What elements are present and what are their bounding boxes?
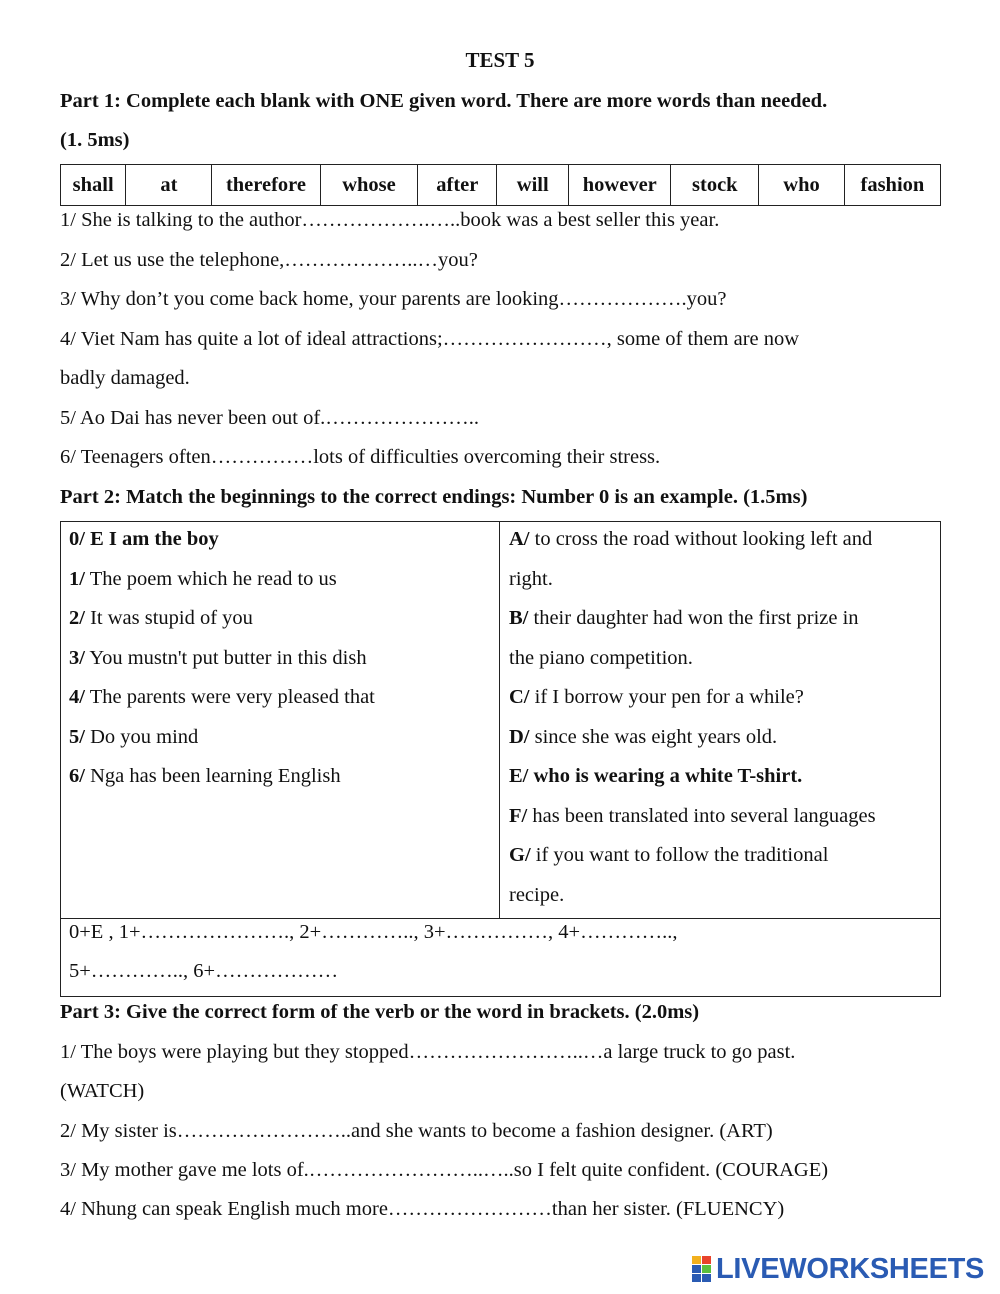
ending-text: since she was eight years old. [529, 725, 778, 748]
column-divider [499, 522, 500, 918]
word-bank-cell: fashion [844, 165, 940, 206]
beginning-text: The parents were very pleased that [84, 686, 375, 708]
ending-item [509, 722, 876, 762]
beginning-label: 6/ [69, 765, 85, 787]
beginning-text: The poem which he read to us [84, 567, 337, 590]
ending-label: D/ [509, 725, 530, 748]
ending-text: to cross the road without looking left and [529, 528, 873, 550]
part3-question-4: 4/ Nhung can speak English much more……………………than her sister. (FLUENCY) [60, 1198, 785, 1220]
ending-label: C/ [509, 686, 530, 708]
beginning-item [69, 643, 375, 683]
beginning-item [69, 722, 375, 762]
word-bank-table [60, 164, 941, 206]
liveworksheets-logo [692, 1252, 984, 1286]
beginning-item [69, 603, 375, 643]
beginning-label: 0/ E I am the boy [69, 528, 219, 550]
ending-label: A/ [509, 528, 530, 550]
part3-question-3: 3/ My mother gave me lots of.……………………..…..so I felt quite confident. (COURAGE) [60, 1159, 829, 1181]
beginning-label: 5/ [69, 725, 85, 748]
word-bank-cell: however [569, 165, 671, 206]
ending-item [509, 524, 876, 564]
beginning-item [69, 524, 375, 564]
word-bank-cell: whose [320, 165, 418, 206]
ending-item [509, 564, 876, 604]
beginning-text: You mustn't put butter in this dish [84, 646, 367, 669]
ending-label: F/ [509, 804, 528, 827]
logo-grid-icon [692, 1256, 712, 1282]
beginning-item [69, 682, 375, 722]
word-bank-cell: will [497, 165, 569, 206]
part3-question-1: 1/ The boys were playing but they stopped……………………..…a large truck to go past. [60, 1041, 796, 1063]
beginning-label: 2/ [69, 607, 85, 629]
part3-question-1-cont: (WATCH) [60, 1080, 145, 1102]
part1-question-6: 6/ Teenagers often……………lots of difficulties overcoming their stress. [60, 446, 661, 468]
word-bank-cell: at [126, 165, 212, 206]
part1-question-2: 2/ Let us use the telephone,………………..…you? [60, 249, 478, 271]
beginning-item [69, 564, 375, 604]
logo-text: LIVEWORKSHEETS [716, 1252, 985, 1285]
ending-item [509, 643, 876, 683]
ending-text: has been translated into several languages [527, 804, 876, 827]
ending-text: recipe. [509, 883, 565, 906]
part1-question-5: 5/ Ao Dai has never been out of.………………….. [60, 407, 480, 429]
beginnings-column [69, 524, 375, 801]
endings-column [509, 524, 876, 919]
part3-heading: Part 3: Give the correct form of the verb or the word in brackets. (2.0ms) [60, 1001, 700, 1023]
ending-text: if I borrow your pen for a while? [529, 686, 804, 708]
part1-marks: (1. 5ms) [60, 129, 130, 151]
beginning-text: It was stupid of you [84, 607, 253, 629]
word-bank-cell: therefore [212, 165, 320, 206]
word-bank-cell: stock [671, 165, 759, 206]
part1-heading: Part 1: Complete each blank with ONE given word. There are more words than needed. [60, 90, 828, 112]
word-bank-cell: shall [61, 165, 126, 206]
ending-label: B/ [509, 607, 529, 629]
part3-question-2: 2/ My sister is……………………..and she wants to become a fashion designer. (ART) [60, 1120, 773, 1142]
part1-question-4-cont: badly damaged. [60, 367, 190, 389]
ending-text: if you want to follow the traditional [530, 844, 829, 866]
page-title: TEST 5 [465, 48, 535, 72]
word-bank-cell: who [759, 165, 845, 206]
answer-line-2: 5+………….., 6+……………… [69, 960, 339, 982]
beginning-text: Do you mind [84, 725, 199, 748]
beginning-label: 4/ [69, 686, 85, 708]
beginning-item [69, 761, 375, 801]
answer-line-1: 0+E , 1+…………………., 2+………….., 3+……………, 4+………….., [69, 921, 678, 943]
part2-heading: Part 2: Match the beginnings to the correct endings: Number 0 is an example. (1.5ms) [60, 486, 808, 508]
part1-question-3: 3/ Why don’t you come back home, your parents are looking……………….you? [60, 288, 727, 310]
ending-text: right. [509, 567, 553, 590]
part1-question-4: 4/ Viet Nam has quite a lot of ideal attractions;……………………, some of them are now [60, 328, 800, 350]
beginning-label: 1/ [69, 567, 85, 590]
beginning-label: 3/ [69, 646, 85, 669]
part1-question-1: 1/ She is talking to the author……………….…..book was a best seller this year. [60, 209, 720, 231]
ending-text: their daughter had won the first prize in [528, 607, 859, 629]
ending-item [509, 880, 876, 920]
ending-label: G/ [509, 844, 531, 866]
ending-item [509, 682, 876, 722]
ending-item [509, 603, 876, 643]
ending-item [509, 840, 876, 880]
beginning-text: Nga has been learning English [84, 765, 341, 787]
matching-table [60, 521, 941, 997]
ending-item [509, 801, 876, 841]
word-bank-cell: after [418, 165, 497, 206]
ending-item [509, 761, 876, 801]
ending-label: E/ who is wearing a white T-shirt. [509, 765, 803, 787]
ending-text: the piano competition. [509, 646, 693, 669]
